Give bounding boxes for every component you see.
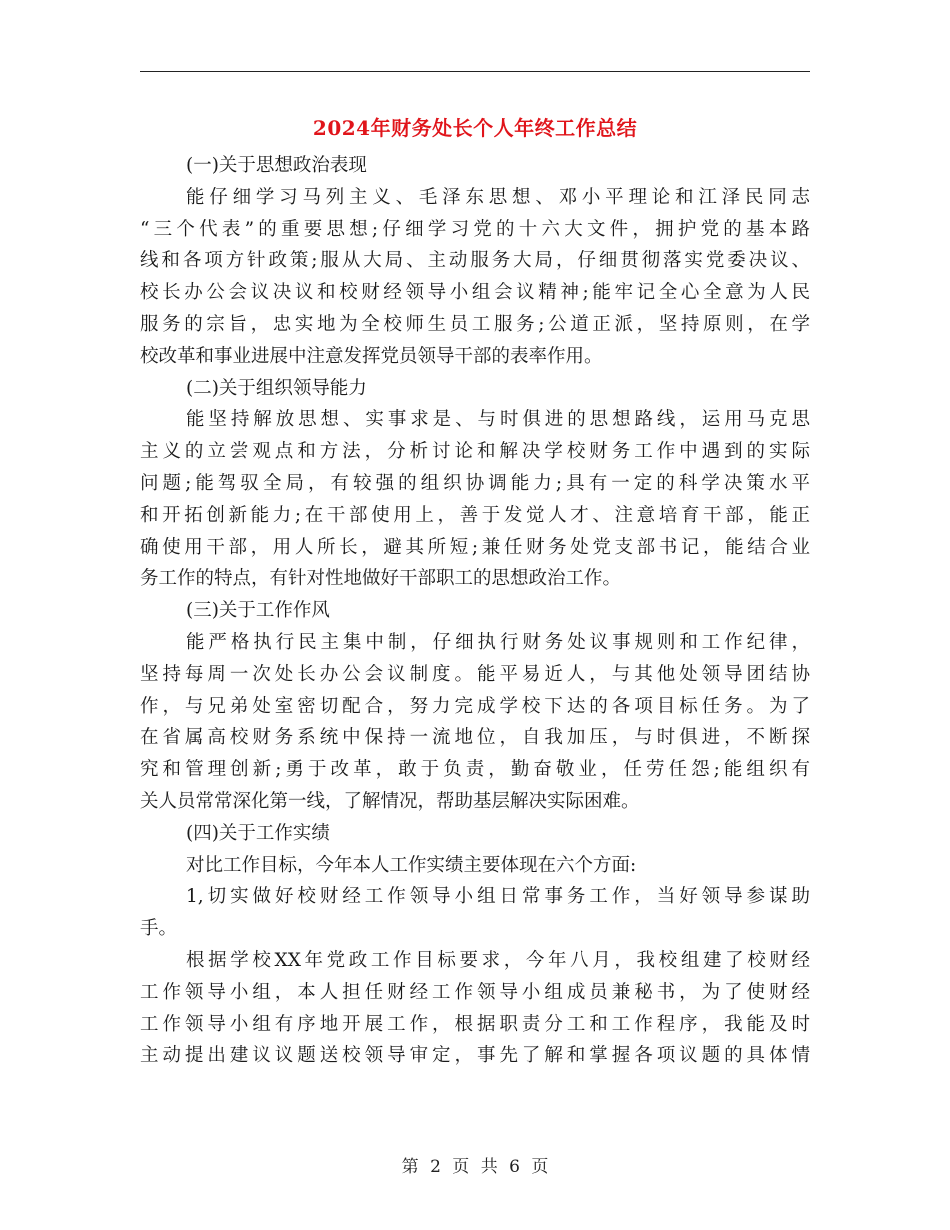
text-line: 根据学校XX年党政工作目标要求，今年八月，我校组建了校财经 [186,949,810,971]
text-line: (一)关于思想政治表现 [186,155,367,176]
text-line: 工作领导小组有序地开展工作，根据职责分工和工作程序，我能及时 [140,1013,810,1035]
text-line: 1,切实做好校财经工作领导小组日常事务工作，当好领导参谋助 [186,886,810,908]
text-line: 对比工作目标，今年本人工作实绩主要体现在六个方面: [186,854,637,876]
text-line: 能严格执行民主集中制，仔细执行财务处议事规则和工作纪律， [186,631,810,653]
document-body [140,150,810,1072]
text-line: (三)关于工作作风 [186,600,330,622]
text-line: 能坚持解放思想、实事求是、与时俱进的思想路线，运用马克思 [186,409,810,431]
text-line: 确使用干部，用人所长，避其所短;兼任财务处党支部书记，能结合业 [140,536,810,558]
text-line: 手。 [140,918,178,940]
text-line: 务工作的特点，有针对性地做好干部职工的思想政治工作。 [140,568,622,590]
header-rule [140,71,810,72]
text-line: 坚持每周一次处长办公会议制度。能平易近人，与其他处领导团结协 [140,663,810,685]
text-line: 能仔细学习马列主义、毛泽东思想、邓小平理论和江泽民同志 [186,186,810,208]
text-line: 和开拓创新能力;在干部使用上，善于发觉人才、注意培育干部，能正 [140,504,810,526]
text-line: 问题;能驾驭全局，有较强的组织协调能力;具有一定的科学决策水平 [140,472,810,494]
text-line: 校改革和事业进展中注意发挥党员领导干部的表率作用。 [140,345,603,367]
text-line: 主义的立尝观点和方法，分析讨论和解决学校财务工作中遇到的实际 [140,441,810,463]
text-line: 在省属高校财务系统中保持一流地位，自我加压，与时俱进，不断探 [140,727,810,749]
text-line: “三个代表”的重要思想;仔细学习党的十六大文件，拥护党的基本路 [140,218,810,240]
page-footer: 第 2 页 共 6 页 [401,1157,549,1177]
text-line: (二)关于组织领导能力 [186,377,367,399]
document-title: 2024年财务处长个人年终工作总结 [312,116,638,140]
text-line: 服务的宗旨，忠实地为全校师生员工服务;公道正派，坚持原则，在学 [140,313,810,335]
text-line: 作，与兄弟处室密切配合，努力完成学校下达的各项目标任务。为了 [140,695,810,717]
text-line: 线和各项方针政策;服从大局、主动服务大局，仔细贯彻落实党委决议、 [140,250,810,272]
text-line: 校长办公会议决议和校财经领导小组会议精神;能牢记全心全意为人民 [140,282,810,304]
text-line: 究和管理创新;勇于改革，敢于负责，勤奋敬业，任劳任怨;能组织有 [140,759,810,781]
text-line: (四)关于工作实绩 [186,822,330,844]
text-line: 关人员常常深化第一线，了解情况，帮助基层解决实际困难。 [140,790,640,812]
text-line: 工作领导小组，本人担任财经工作领导小组成员兼秘书，为了使财经 [140,981,810,1003]
text-line: 主动提出建议议题送校领导审定，事先了解和掌握各项议题的具体情 [140,1045,810,1067]
